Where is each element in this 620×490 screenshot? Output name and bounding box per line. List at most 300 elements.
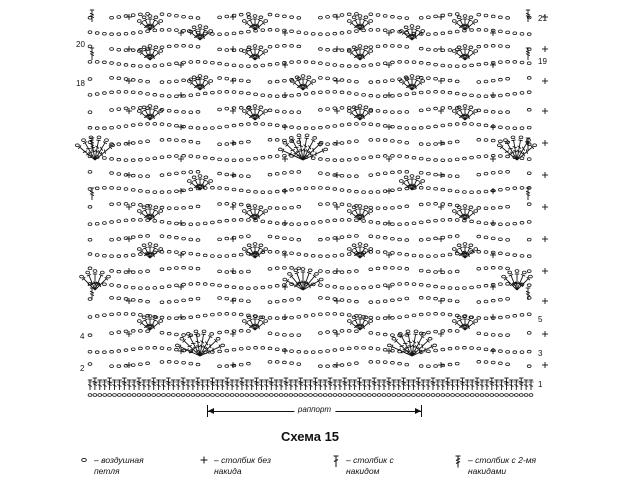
single-crochet-icon: [282, 188, 288, 194]
chain-stitch-icon: [315, 273, 319, 276]
chain-stitch-icon: [160, 316, 164, 319]
chain-stitch-icon: [477, 267, 481, 270]
chain-stitch-icon: [117, 297, 121, 300]
chain-stitch-icon: [427, 365, 431, 368]
chain-stitch-icon: [309, 394, 313, 397]
treble-crochet-icon: [519, 378, 523, 390]
chain-stitch-icon: [189, 94, 193, 97]
chain-stitch-icon: [434, 173, 438, 176]
chain-stitch-icon: [311, 314, 315, 317]
chain-stitch-icon: [80, 275, 84, 278]
chain-stitch-icon: [218, 126, 222, 129]
chain-stitch-icon: [347, 141, 351, 144]
chain-stitch-icon: [326, 297, 330, 300]
chain-stitch-icon: [175, 222, 179, 225]
chain-stitch-icon: [347, 235, 351, 238]
chain-stitch-icon: [175, 172, 179, 175]
chain-stitch-icon: [376, 221, 380, 224]
chain-stitch-icon: [477, 207, 481, 210]
chain-stitch-icon: [261, 220, 265, 223]
chain-stitch-icon: [275, 14, 279, 17]
chain-stitch-icon: [372, 394, 376, 397]
chain-stitch-icon: [117, 350, 121, 353]
chain-stitch-icon: [427, 16, 431, 19]
chain-stitch-icon: [153, 346, 157, 349]
chain-stitch-icon: [340, 254, 344, 257]
chain-stitch-icon: [275, 236, 279, 239]
chain-stitch-icon: [362, 157, 366, 160]
chain-stitch-icon: [218, 284, 222, 287]
chain-stitch-icon: [218, 220, 222, 223]
chain-stitch-icon: [247, 140, 251, 143]
chain-stitch-icon: [376, 332, 380, 335]
chain-stitch-icon: [242, 110, 246, 113]
chain-stitch-icon: [513, 61, 517, 64]
chain-stitch-icon: [167, 347, 171, 350]
chain-stitch-icon: [167, 63, 171, 66]
chain-stitch-icon: [268, 81, 272, 84]
chain-stitch-icon: [441, 298, 445, 301]
double-crochet-icon: [98, 380, 102, 390]
single-crochet-icon: [334, 172, 340, 178]
chain-stitch-icon: [463, 191, 467, 194]
chain-stitch-icon: [455, 235, 459, 238]
chain-stitch-icon: [527, 126, 531, 129]
chain-stitch-icon: [103, 92, 107, 95]
chain-stitch-icon: [198, 175, 202, 178]
chain-stitch-icon: [369, 286, 373, 289]
chain-stitch-icon: [515, 270, 519, 273]
chain-stitch-icon: [239, 65, 243, 68]
chain-stitch-icon: [283, 154, 287, 157]
single-crochet-icon: [542, 108, 548, 114]
chain-stitch-icon: [319, 109, 323, 112]
chain-stitch-icon: [520, 61, 524, 64]
chain-stitch-icon: [326, 187, 330, 190]
chain-stitch-icon: [340, 49, 344, 52]
chain-stitch-icon: [419, 313, 423, 316]
chain-stitch-icon: [484, 95, 488, 98]
chain-stitch-icon: [452, 248, 456, 251]
chain-stitch-icon: [520, 314, 524, 317]
chain-stitch-icon: [167, 123, 171, 126]
chain-stitch-icon: [204, 26, 208, 29]
chain-stitch-icon: [247, 123, 251, 126]
chain-stitch-icon: [319, 313, 323, 316]
chain-stitch-icon: [455, 300, 459, 303]
chain-stitch-icon: [88, 31, 92, 34]
chain-stitch-icon: [355, 30, 359, 33]
chain-stitch-icon: [377, 394, 381, 397]
chain-stitch-icon: [275, 124, 279, 127]
chain-stitch-icon: [369, 268, 373, 271]
chain-stitch-icon: [203, 61, 207, 64]
double-crochet-icon: [176, 380, 180, 390]
chain-stitch-icon: [139, 65, 143, 68]
chain-stitch-icon: [242, 248, 246, 251]
chain-stitch-icon: [376, 285, 380, 288]
double-crochet-icon: [95, 274, 103, 290]
chain-stitch-icon: [463, 346, 467, 349]
chain-stitch-icon: [211, 61, 215, 64]
double-crochet-icon: [360, 209, 367, 220]
chain-stitch-icon: [506, 282, 510, 285]
chain-stitch-icon: [290, 61, 294, 64]
chain-stitch-icon: [499, 171, 503, 174]
chain-stitch-icon: [455, 330, 459, 333]
chain-stitch-icon: [221, 344, 225, 347]
chain-stitch-icon: [419, 221, 423, 224]
chain-stitch-icon: [383, 361, 387, 364]
chain-stitch-icon: [499, 238, 503, 241]
chain-stitch-icon: [290, 188, 294, 191]
chain-stitch-icon: [419, 239, 423, 242]
chain-stitch-icon: [110, 33, 114, 36]
chain-stitch-icon: [495, 394, 499, 397]
double-crochet-icon: [323, 380, 327, 390]
chain-stitch-icon: [118, 394, 122, 397]
chain-stitch-icon: [319, 365, 323, 368]
chain-stitch-icon: [391, 15, 395, 18]
chain-stitch-icon: [110, 62, 114, 65]
chain-stitch-icon: [139, 204, 143, 207]
chain-stitch-icon: [441, 236, 445, 239]
chain-stitch-icon: [160, 235, 164, 238]
chain-stitch-icon: [383, 62, 387, 65]
single-crochet-icon: [230, 362, 236, 368]
chain-stitch-icon: [311, 92, 315, 95]
chain-stitch-icon: [131, 14, 135, 17]
chain-stitch-icon: [254, 287, 258, 290]
chain-stitch-icon: [419, 91, 423, 94]
chain-stitch-icon: [355, 362, 359, 365]
double-crochet-icon: [330, 455, 342, 469]
chain-stitch-icon: [347, 248, 351, 251]
chain-stitch-icon: [506, 297, 510, 300]
double-crochet-icon: [360, 19, 367, 30]
chain-stitch-icon: [319, 350, 323, 353]
chain-stitch-icon: [268, 235, 272, 238]
chain-stitch-icon: [405, 315, 409, 318]
chain-stitch-icon: [504, 139, 508, 142]
treble-crochet-icon: [152, 378, 156, 390]
chain-stitch-icon: [154, 206, 158, 209]
chain-stitch-icon: [506, 187, 510, 190]
chain-stitch-icon: [264, 50, 268, 53]
chain-stitch-icon: [398, 316, 402, 319]
chain-stitch-icon: [196, 60, 200, 63]
chain-stitch-icon: [484, 333, 488, 336]
chain-stitch-icon: [412, 92, 416, 95]
double-crochet-icon: [318, 380, 322, 390]
chain-stitch-icon: [110, 238, 114, 241]
chain-stitch-icon: [142, 16, 146, 19]
chain-stitch-icon: [427, 172, 431, 175]
chain-stitch-icon: [153, 191, 157, 194]
chain-stitch-icon: [441, 107, 445, 110]
chain-stitch-icon: [391, 154, 395, 157]
chain-stitch-icon: [506, 111, 510, 114]
chain-stitch-icon: [469, 206, 473, 209]
chain-stitch-icon: [268, 285, 272, 288]
chain-stitch-icon: [412, 314, 416, 317]
chain-stitch-icon: [230, 394, 234, 397]
chain-stitch-icon: [146, 92, 150, 95]
chain-stitch-icon: [218, 350, 222, 353]
chain-stitch-icon: [132, 394, 136, 397]
chain-stitch-icon: [319, 221, 323, 224]
chain-stitch-icon: [506, 363, 510, 366]
chain-stitch-icon: [340, 364, 344, 367]
row-number-20: 20: [76, 40, 85, 49]
chain-stitch-icon: [218, 91, 222, 94]
chain-stitch-icon: [463, 105, 467, 108]
chain-stitch-icon: [513, 92, 517, 95]
chain-stitch-icon: [308, 269, 312, 272]
chain-stitch-icon: [383, 139, 387, 142]
double-crochet-icon: [470, 380, 474, 390]
chain-stitch-icon: [167, 332, 171, 335]
chain-stitch-icon: [499, 334, 503, 337]
chain-stitch-icon: [369, 316, 373, 319]
chain-stitch-icon: [419, 157, 423, 160]
chain-stitch-icon: [520, 254, 524, 257]
chain-stitch-icon: [283, 29, 287, 32]
chain-stitch-icon: [160, 206, 164, 209]
chain-stitch-icon: [369, 123, 373, 126]
chain-stitch-icon: [124, 298, 128, 301]
chain-stitch-icon: [419, 17, 423, 20]
chain-stitch-icon: [441, 330, 445, 333]
chain-stitch-icon: [469, 244, 473, 247]
chain-stitch-icon: [182, 334, 186, 337]
chain-stitch-icon: [225, 15, 229, 18]
chain-stitch-icon: [225, 77, 229, 80]
chain-stitch-icon: [383, 267, 387, 270]
chain-stitch-icon: [275, 80, 279, 83]
chain-stitch-icon: [455, 287, 459, 290]
chain-stitch-icon: [520, 91, 524, 94]
chain-stitch-icon: [218, 365, 222, 368]
chain-stitch-icon: [268, 221, 272, 224]
double-crochet-icon: [112, 380, 116, 390]
double-crochet-icon: [465, 109, 472, 120]
legend-item-chain: [78, 455, 144, 477]
chain-stitch-icon: [146, 80, 150, 83]
chain-stitch-icon: [527, 238, 531, 241]
chain-stitch-icon: [304, 394, 308, 397]
chain-stitch-icon: [376, 360, 380, 363]
chain-stitch-icon: [484, 172, 488, 175]
chain-stitch-icon: [167, 28, 171, 31]
chain-stitch-icon: [131, 124, 135, 127]
chain-stitch-icon: [261, 286, 265, 289]
chain-stitch-icon: [347, 270, 351, 273]
chain-stitch-icon: [259, 46, 263, 49]
chain-stitch-icon: [405, 223, 409, 226]
chain-stitch-icon: [124, 125, 128, 128]
chain-stitch-icon: [514, 394, 518, 397]
chain-stitch-icon: [455, 190, 459, 193]
chain-stitch-icon: [139, 299, 143, 302]
chain-stitch-icon: [154, 16, 158, 19]
chain-stitch-icon: [441, 91, 445, 94]
chain-stitch-icon: [491, 171, 495, 174]
chain-stitch-icon: [225, 49, 229, 52]
chain-stitch-icon: [239, 299, 243, 302]
chain-stitch-icon: [398, 223, 402, 226]
chain-stitch-icon: [131, 254, 135, 257]
chain-stitch-icon: [175, 14, 179, 17]
chain-stitch-icon: [434, 202, 438, 205]
chain-stitch-icon: [527, 313, 531, 316]
chain-stitch-icon: [414, 330, 418, 333]
chain-stitch-icon: [171, 394, 175, 397]
chain-stitch-icon: [261, 123, 265, 126]
legend-item-single-crochet: [198, 455, 271, 477]
chain-stitch-icon: [463, 287, 467, 290]
chain-stitch-icon: [491, 361, 495, 364]
chain-stitch-icon: [419, 171, 423, 174]
chain-stitch-icon: [154, 46, 158, 49]
chain-stitch-icon: [484, 14, 488, 17]
double-crochet-icon: [230, 380, 234, 390]
chain-stitch-icon: [225, 237, 229, 240]
chain-stitch-icon: [452, 110, 456, 113]
chain-stitch-icon: [211, 186, 215, 189]
chain-stitch-icon: [148, 243, 152, 246]
chain-stitch-icon: [117, 220, 121, 223]
chain-stitch-icon: [391, 251, 395, 254]
chain-stitch-icon: [470, 220, 474, 223]
chain-stitch-icon: [477, 191, 481, 194]
chain-stitch-icon: [484, 190, 488, 193]
chain-stitch-icon: [340, 32, 344, 35]
chain-stitch-icon: [355, 80, 359, 83]
row-number-19: 19: [538, 57, 547, 66]
chain-stitch-icon: [427, 203, 431, 206]
chain-stitch-icon: [376, 155, 380, 158]
chain-stitch-icon: [369, 156, 373, 159]
double-crochet-icon: [465, 209, 472, 220]
double-crochet-icon: [360, 109, 367, 120]
chain-stitch-icon: [319, 77, 323, 80]
chain-stitch-icon: [124, 64, 128, 67]
treble-crochet-icon: [431, 378, 435, 390]
chain-stitch-icon: [283, 171, 287, 174]
chain-stitch-icon: [452, 210, 456, 213]
single-crochet-icon: [230, 140, 236, 146]
chain-stitch-icon: [275, 139, 279, 142]
double-crochet-icon: [294, 380, 298, 390]
treble-crochet-icon: [181, 378, 185, 390]
chain-stitch-icon: [182, 61, 186, 64]
chain-stitch-icon: [167, 109, 171, 112]
chain-stitch-icon: [124, 188, 128, 191]
chain-stitch-icon: [369, 81, 373, 84]
chain-stitch-icon: [253, 105, 257, 108]
treble-crochet-icon: [93, 378, 97, 390]
chain-stitch-icon: [427, 220, 431, 223]
chain-stitch-icon: [203, 92, 207, 95]
treble-crochet-icon: [90, 10, 94, 22]
chain-stitch-icon: [434, 219, 438, 222]
chain-stitch-icon: [239, 203, 243, 206]
double-crochet-icon: [186, 380, 190, 390]
chain-stitch-icon: [484, 222, 488, 225]
chain-stitch-icon: [124, 219, 128, 222]
chain-stitch-icon: [364, 46, 368, 49]
chain-stitch-icon: [340, 64, 344, 67]
chain-stitch-icon: [455, 158, 459, 161]
double-crochet-icon: [352, 380, 356, 390]
chain-stitch-icon: [110, 91, 114, 94]
chain-stitch-icon: [117, 270, 121, 273]
chain-stitch-icon: [427, 187, 431, 190]
chain-stitch-icon: [124, 107, 128, 110]
chain-stitch-icon: [369, 248, 373, 251]
chain-stitch-icon: [175, 155, 179, 158]
chain-stitch-icon: [225, 330, 229, 333]
chain-stitch-icon: [326, 238, 330, 241]
chain-stitch-icon: [441, 78, 445, 81]
single-crochet-icon: [542, 78, 548, 84]
chain-stitch-icon: [225, 297, 229, 300]
chain-stitch-icon: [139, 175, 143, 178]
chain-stitch-icon: [160, 81, 164, 84]
chain-stitch-icon: [340, 313, 344, 316]
chain-stitch-icon: [239, 287, 243, 290]
chain-stitch-icon: [398, 298, 402, 301]
chain-stitch-icon: [311, 222, 315, 225]
chain-stitch-icon: [484, 284, 488, 287]
chain-stitch-icon: [319, 297, 323, 300]
single-crochet-icon: [542, 236, 548, 242]
chain-stitch-icon: [103, 157, 107, 160]
chain-stitch-icon: [477, 155, 481, 158]
treble-crochet-icon: [299, 378, 303, 390]
chain-stitch-icon: [369, 64, 373, 67]
chain-stitch-icon: [209, 80, 213, 83]
chain-stitch-icon: [283, 111, 287, 114]
chain-stitch-icon: [124, 285, 128, 288]
chain-stitch-icon: [209, 180, 213, 183]
chain-stitch-icon: [470, 156, 474, 159]
chain-stitch-icon: [124, 32, 128, 35]
double-crochet-icon: [150, 109, 157, 120]
chain-stitch-icon: [239, 329, 243, 332]
chain-stitch-icon: [209, 30, 213, 33]
chain-stitch-icon: [333, 298, 337, 301]
row-number-1: 1: [538, 380, 543, 389]
chain-stitch-icon: [139, 314, 143, 317]
chain-stitch-icon: [103, 187, 107, 190]
chain-stitch-icon: [268, 13, 272, 16]
chain-stitch-icon: [175, 29, 179, 32]
chain-stitch-icon: [347, 190, 351, 193]
rapport-right-tick: [421, 405, 422, 417]
chain-stitch-icon: [484, 45, 488, 48]
chain-stitch-icon: [216, 394, 220, 397]
double-crochet-icon: [303, 380, 307, 390]
chain-stitch-icon: [340, 219, 344, 222]
chain-stitch-icon: [513, 127, 517, 130]
chain-stitch-icon: [319, 284, 323, 287]
double-crochet-icon: [397, 380, 401, 390]
chain-stitch-icon: [376, 300, 380, 303]
chain-stitch-icon: [527, 91, 531, 94]
chain-stitch-icon: [502, 275, 506, 278]
